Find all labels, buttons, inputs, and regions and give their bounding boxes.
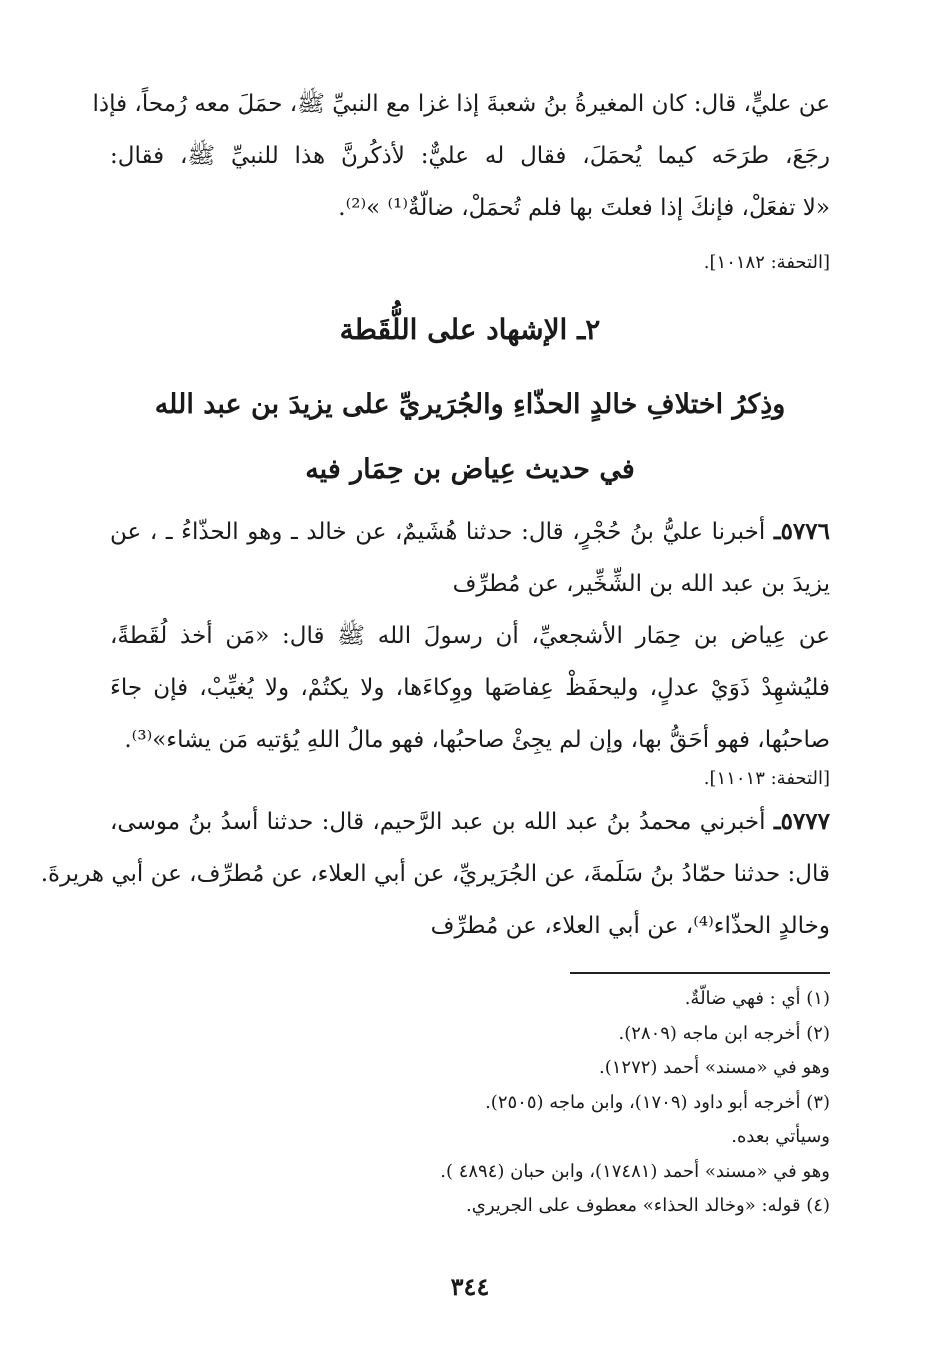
footnote: وهو في «مسند» أحمد (١٢٧٢). (598, 1057, 830, 1078)
hadith-5776-chain (110, 506, 830, 610)
footnote: (٢) أخرجه ابن ماجه (٢٨٠٩). (618, 1022, 830, 1044)
text-line: يزيدَ بن عبد الله بن الشِّخِّير، عن مُطرِّف (452, 571, 830, 597)
text-line: صاحبُها، فهو أحَقُّ بها، وإن لم يجِئْ صاحبُها، فهو مالُ اللهِ يُؤتيه مَن يشاء»⁽³⁾. (124, 727, 830, 753)
chapter-heading: ٢ـ الإشهاد على اللُّقَطة (339, 313, 601, 346)
hadith-5776-text (110, 610, 830, 766)
text-line: «لا تفعَلْ، فإنكَ إذا فعلتَ بها فلم تُحمَلْ، ضالّةٌ⁽¹⁾ »⁽²⁾. (338, 195, 830, 221)
chapter-subheading-1: وذِكرُ اختلافِ خالدٍ الحذّاءِ والجُرَيريِّ على يزيدَ بن عبد الله (154, 389, 786, 420)
text-line: وخالدٍ الحذّاء⁽⁴⁾، عن أبي العلاء، عن مُطرِّف (430, 913, 830, 939)
text-line: ٥٧٧٧ـ أخبرني محمدُ بنُ عبد الله بن عبد الرَّحيم، قال: حدثنا أسدُ بنُ موسى، (110, 808, 830, 835)
page-number: ٣٤٤ (450, 1272, 490, 1301)
footnote: (٤) قوله: «وخالد الحذاء» معطوف على الجريري. (466, 1195, 830, 1216)
hadith-number: ٥٧٧٦ـ (773, 518, 830, 545)
footnote: وسيأتي بعده. (731, 1126, 830, 1147)
tuhfa-citation-1: [التحفة: ١٠١٨٢]. (703, 252, 830, 273)
chapter-subheading-2: في حديث عِياض بن حِمَار فيه (305, 454, 635, 485)
footnote: وهو في «مسند» أحمد (١٧٤٨١)، وابن حبان (٤٨٩٤ ). (440, 1160, 830, 1182)
footnote-separator (570, 972, 830, 974)
footnotes (110, 982, 830, 1224)
text-line: رجَعَ، طرَحَه كيما يُحمَلَ، فقال له عليٌّ: لأذكُرنَّ هذا للنبيِّ ﷺ، فقال: (110, 143, 830, 169)
text-line: عن عليٍّ، قال: كان المغيرةُ بنُ شعبةَ إذا غزا مع النبيِّ ﷺ، حمَلَ معه رُمحاً، فإذا (92, 91, 830, 117)
tuhfa-citation-2: [التحفة: ١١٠١٣]. (703, 768, 830, 789)
paragraph-1 (92, 78, 830, 234)
text-line: فليُشهِدْ ذَوَيْ عدلٍ، وليحفَظْ عِفاصَها ووِكاءَها، ولا يكتُمْ، ولا يُغيِّبْ، فإن جاءَ (110, 675, 830, 701)
text-line: عن عِياض بن حِمَار الأشجعيِّ، أن رسولَ الله ﷺ قال: «مَن أخذ لُقَطةً، (110, 623, 830, 649)
hadith-number: ٥٧٧٧ـ (773, 808, 830, 835)
text-line: قال: حدثنا حمّادُ بنُ سَلَمةَ، عن الجُرَيريِّ، عن أبي العلاء، عن مُطرِّف، عن أبي هريرةَ. (40, 861, 830, 887)
text-line: ٥٧٧٦ـ أخبرنا عليُّ بنُ حُجْرٍ، قال: حدثنا هُشَيمٌ، عن خالد ـ وهو الحذّاءُ ـ ، عن (110, 518, 830, 545)
footnote: (١) أي : فهي ضالّةٌ. (684, 988, 830, 1009)
footnote: (٣) أخرجه أبو داود (١٧٠٩)، وابن ماجه (٢٥٠٥). (485, 1091, 830, 1113)
hadith-5777 (40, 796, 830, 952)
